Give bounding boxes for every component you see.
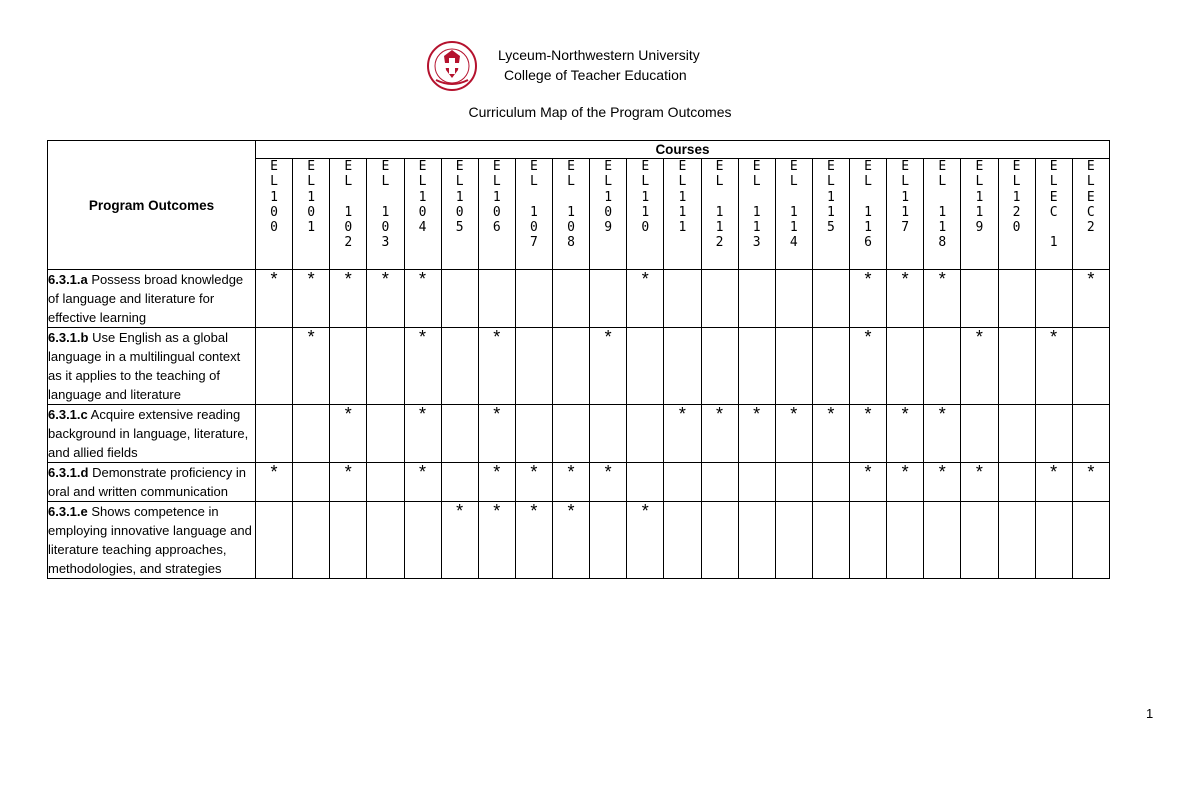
course-mark-cell xyxy=(664,405,701,463)
course-code-label: E L 1 0 7 xyxy=(530,159,538,251)
empty-cell xyxy=(701,463,738,502)
course-code-header xyxy=(961,159,998,270)
course-mark-cell xyxy=(924,463,961,502)
course-code-header xyxy=(590,159,627,270)
empty-cell xyxy=(293,463,330,502)
course-code-header xyxy=(515,159,552,270)
empty-cell xyxy=(664,270,701,328)
empty-cell xyxy=(256,328,293,405)
curriculum-map-table xyxy=(47,140,1110,579)
course-mark-cell xyxy=(812,405,849,463)
asterisk-mark: * xyxy=(1087,462,1095,482)
outcome-text: Demonstrate proficiency in oral and written communication xyxy=(48,465,246,499)
course-code-label: E L 1 1 4 xyxy=(789,159,798,251)
course-mark-cell xyxy=(1035,328,1072,405)
outcome-code: 6.3.1.b xyxy=(48,330,89,345)
empty-cell xyxy=(998,328,1035,405)
course-mark-cell xyxy=(961,328,998,405)
course-mark-cell xyxy=(1072,270,1109,328)
outcome-text: Use English as a global language in a multilingual context as it applies to the teaching of language and literature xyxy=(48,330,241,402)
outcome-row xyxy=(48,405,1110,463)
empty-cell xyxy=(367,405,404,463)
empty-cell xyxy=(812,463,849,502)
empty-cell xyxy=(404,502,441,579)
course-mark-cell xyxy=(404,328,441,405)
asterisk-mark: * xyxy=(641,269,649,289)
asterisk-mark: * xyxy=(419,462,427,482)
course-code-header xyxy=(1072,159,1109,270)
course-mark-cell xyxy=(850,463,887,502)
course-mark-cell xyxy=(367,270,404,328)
empty-cell xyxy=(441,328,478,405)
course-code-header xyxy=(812,159,849,270)
asterisk-mark: * xyxy=(493,327,501,347)
course-code-label: E L 1 1 8 xyxy=(938,159,947,251)
empty-cell xyxy=(701,270,738,328)
asterisk-mark: * xyxy=(344,269,352,289)
empty-cell xyxy=(515,270,552,328)
asterisk-mark: * xyxy=(901,269,909,289)
course-code-header xyxy=(664,159,701,270)
asterisk-mark: * xyxy=(419,404,427,424)
asterisk-mark: * xyxy=(567,462,575,482)
empty-cell xyxy=(812,328,849,405)
asterisk-mark: * xyxy=(604,462,612,482)
empty-cell xyxy=(775,328,812,405)
empty-cell xyxy=(664,502,701,579)
empty-cell xyxy=(1035,502,1072,579)
course-code-header xyxy=(627,159,664,270)
empty-cell xyxy=(1072,405,1109,463)
asterisk-mark: * xyxy=(753,404,761,424)
course-mark-cell xyxy=(590,328,627,405)
outcome-code: 6.3.1.e xyxy=(48,504,88,519)
course-code-label: E L 1 1 7 xyxy=(901,159,910,236)
course-code-label: E L 1 0 3 xyxy=(381,159,390,251)
empty-cell xyxy=(553,405,590,463)
asterisk-mark: * xyxy=(270,269,278,289)
asterisk-mark: * xyxy=(419,269,427,289)
course-mark-cell xyxy=(330,270,367,328)
asterisk-mark: * xyxy=(938,404,946,424)
asterisk-mark: * xyxy=(530,501,538,521)
empty-cell xyxy=(850,502,887,579)
course-code-header xyxy=(256,159,293,270)
asterisk-mark: * xyxy=(567,501,575,521)
document-header xyxy=(420,40,740,96)
asterisk-mark: * xyxy=(1050,462,1058,482)
empty-cell xyxy=(367,328,404,405)
course-code-label: E L 1 0 6 xyxy=(492,159,501,236)
empty-cell xyxy=(701,502,738,579)
courses-header: Courses xyxy=(256,141,1110,159)
course-mark-cell xyxy=(515,463,552,502)
course-code-header xyxy=(478,159,515,270)
course-mark-cell xyxy=(256,270,293,328)
empty-cell xyxy=(367,463,404,502)
course-code-label: E L 1 1 2 xyxy=(715,159,724,251)
course-code-label: E L 1 0 8 xyxy=(567,159,575,251)
empty-cell xyxy=(441,270,478,328)
program-outcomes-header: Program Outcomes xyxy=(48,141,256,270)
course-mark-cell xyxy=(441,502,478,579)
asterisk-mark: * xyxy=(827,404,835,424)
outcome-row xyxy=(48,270,1110,328)
course-mark-cell xyxy=(887,463,924,502)
course-mark-cell xyxy=(1035,463,1072,502)
courses-header-row xyxy=(48,141,1110,159)
university-name: Lyceum-Northwestern University xyxy=(498,47,700,63)
asterisk-mark: * xyxy=(381,269,389,289)
empty-cell xyxy=(553,270,590,328)
course-code-label: E L 1 0 0 xyxy=(270,159,278,236)
empty-cell xyxy=(590,502,627,579)
outcome-row xyxy=(48,502,1110,579)
course-mark-cell xyxy=(738,405,775,463)
course-code-label: E L 1 1 5 xyxy=(827,159,835,236)
course-code-label: E L 1 1 1 xyxy=(678,159,687,236)
outcome-text: Shows competence in employing innovative language and literature teaching approaches, methodologies, and strategies xyxy=(48,504,252,576)
empty-cell xyxy=(664,463,701,502)
course-mark-cell xyxy=(850,405,887,463)
course-code-header xyxy=(998,159,1035,270)
university-seal-icon xyxy=(424,40,480,92)
empty-cell xyxy=(775,270,812,328)
empty-cell xyxy=(738,463,775,502)
course-mark-cell xyxy=(293,328,330,405)
course-code-header xyxy=(404,159,441,270)
empty-cell xyxy=(478,270,515,328)
outcome-row xyxy=(48,328,1110,405)
course-code-header xyxy=(441,159,478,270)
outcome-text: Possess broad knowledge of language and literature for effective learning xyxy=(48,272,244,325)
empty-cell xyxy=(441,405,478,463)
asterisk-mark: * xyxy=(307,269,315,289)
asterisk-mark: * xyxy=(678,404,686,424)
asterisk-mark: * xyxy=(344,404,352,424)
course-code-header xyxy=(738,159,775,270)
course-mark-cell xyxy=(775,405,812,463)
course-mark-cell xyxy=(924,270,961,328)
course-mark-cell xyxy=(330,463,367,502)
course-code-header xyxy=(367,159,404,270)
empty-cell xyxy=(293,502,330,579)
empty-cell xyxy=(1072,502,1109,579)
course-mark-cell xyxy=(256,463,293,502)
empty-cell xyxy=(1035,270,1072,328)
outcome-code: 6.3.1.a xyxy=(48,272,88,287)
course-mark-cell xyxy=(887,270,924,328)
empty-cell xyxy=(256,405,293,463)
asterisk-mark: * xyxy=(493,462,501,482)
course-code-label: E L 1 0 4 xyxy=(418,159,427,236)
course-mark-cell xyxy=(553,502,590,579)
empty-cell xyxy=(664,328,701,405)
asterisk-mark: * xyxy=(864,462,872,482)
course-mark-cell xyxy=(850,328,887,405)
empty-cell xyxy=(1035,405,1072,463)
asterisk-mark: * xyxy=(790,404,798,424)
course-mark-cell xyxy=(404,463,441,502)
empty-cell xyxy=(812,502,849,579)
empty-cell xyxy=(924,502,961,579)
empty-cell xyxy=(812,270,849,328)
asterisk-mark: * xyxy=(716,404,724,424)
course-code-label: E L 1 1 6 xyxy=(864,159,872,251)
empty-cell xyxy=(441,463,478,502)
asterisk-mark: * xyxy=(864,327,872,347)
course-code-label: E L 1 0 1 xyxy=(307,159,316,236)
course-mark-cell xyxy=(850,270,887,328)
asterisk-mark: * xyxy=(530,462,538,482)
asterisk-mark: * xyxy=(1050,327,1058,347)
asterisk-mark: * xyxy=(270,462,278,482)
asterisk-mark: * xyxy=(419,327,427,347)
empty-cell xyxy=(515,328,552,405)
course-mark-cell xyxy=(478,502,515,579)
empty-cell xyxy=(256,502,293,579)
course-code-header xyxy=(924,159,961,270)
asterisk-mark: * xyxy=(641,501,649,521)
outcome-row xyxy=(48,463,1110,502)
empty-cell xyxy=(961,270,998,328)
empty-cell xyxy=(330,328,367,405)
course-mark-cell xyxy=(887,405,924,463)
empty-cell xyxy=(998,463,1035,502)
asterisk-mark: * xyxy=(901,462,909,482)
course-mark-cell xyxy=(478,463,515,502)
course-code-label: E L E C 1 xyxy=(1049,159,1058,251)
outcome-description xyxy=(48,405,256,463)
asterisk-mark: * xyxy=(307,327,315,347)
empty-cell xyxy=(887,328,924,405)
empty-cell xyxy=(738,328,775,405)
asterisk-mark: * xyxy=(344,462,352,482)
course-mark-cell xyxy=(330,405,367,463)
asterisk-mark: * xyxy=(604,327,612,347)
outcome-code: 6.3.1.d xyxy=(48,465,89,480)
course-code-label: E L 1 2 0 xyxy=(1012,159,1021,236)
empty-cell xyxy=(1072,328,1109,405)
empty-cell xyxy=(738,270,775,328)
empty-cell xyxy=(330,502,367,579)
outcome-description xyxy=(48,463,256,502)
empty-cell xyxy=(627,463,664,502)
empty-cell xyxy=(553,328,590,405)
outcome-description xyxy=(48,328,256,405)
course-mark-cell xyxy=(627,502,664,579)
empty-cell xyxy=(961,502,998,579)
page-number: 1 xyxy=(1146,706,1154,721)
course-mark-cell xyxy=(553,463,590,502)
asterisk-mark: * xyxy=(493,404,501,424)
empty-cell xyxy=(775,502,812,579)
course-mark-cell xyxy=(924,405,961,463)
asterisk-mark: * xyxy=(864,404,872,424)
outcome-code: 6.3.1.c xyxy=(48,407,88,422)
empty-cell xyxy=(701,328,738,405)
course-code-label: E L 1 1 0 xyxy=(641,159,650,236)
empty-cell xyxy=(998,405,1035,463)
course-mark-cell xyxy=(515,502,552,579)
course-code-header xyxy=(1035,159,1072,270)
empty-cell xyxy=(775,463,812,502)
course-code-header xyxy=(850,159,887,270)
course-code-header xyxy=(293,159,330,270)
course-mark-cell xyxy=(293,270,330,328)
asterisk-mark: * xyxy=(938,269,946,289)
course-mark-cell xyxy=(961,463,998,502)
course-mark-cell xyxy=(404,405,441,463)
asterisk-mark: * xyxy=(864,269,872,289)
course-mark-cell xyxy=(1072,463,1109,502)
course-code-label: E L 1 1 9 xyxy=(975,159,984,236)
empty-cell xyxy=(924,328,961,405)
empty-cell xyxy=(590,270,627,328)
empty-cell xyxy=(515,405,552,463)
empty-cell xyxy=(887,502,924,579)
empty-cell xyxy=(627,328,664,405)
asterisk-mark: * xyxy=(975,327,983,347)
outcome-description xyxy=(48,270,256,328)
asterisk-mark: * xyxy=(1087,269,1095,289)
course-mark-cell xyxy=(404,270,441,328)
empty-cell xyxy=(293,405,330,463)
outcome-description xyxy=(48,502,256,579)
college-name: College of Teacher Education xyxy=(504,67,687,83)
course-mark-cell xyxy=(478,405,515,463)
empty-cell xyxy=(961,405,998,463)
course-mark-cell xyxy=(590,463,627,502)
asterisk-mark: * xyxy=(901,404,909,424)
course-code-header xyxy=(330,159,367,270)
asterisk-mark: * xyxy=(493,501,501,521)
course-code-header xyxy=(553,159,590,270)
course-code-header xyxy=(775,159,812,270)
outcome-text: Acquire extensive reading background in language, literature, and allied fields xyxy=(48,407,249,460)
course-code-label: E L 1 0 9 xyxy=(604,159,613,236)
empty-cell xyxy=(367,502,404,579)
asterisk-mark: * xyxy=(456,501,464,521)
document-title: Curriculum Map of the Program Outcomes xyxy=(468,104,732,120)
empty-cell xyxy=(627,405,664,463)
course-code-header xyxy=(701,159,738,270)
empty-cell xyxy=(738,502,775,579)
course-code-label: E L 1 0 2 xyxy=(344,159,353,251)
empty-cell xyxy=(998,502,1035,579)
course-code-label: E L 1 1 3 xyxy=(752,159,761,251)
empty-cell xyxy=(590,405,627,463)
course-mark-cell xyxy=(478,328,515,405)
course-code-label: E L E C 2 xyxy=(1086,159,1095,236)
asterisk-mark: * xyxy=(975,462,983,482)
asterisk-mark: * xyxy=(938,462,946,482)
course-mark-cell xyxy=(701,405,738,463)
course-mark-cell xyxy=(627,270,664,328)
course-code-header xyxy=(887,159,924,270)
course-code-label: E L 1 0 5 xyxy=(455,159,464,236)
empty-cell xyxy=(998,270,1035,328)
